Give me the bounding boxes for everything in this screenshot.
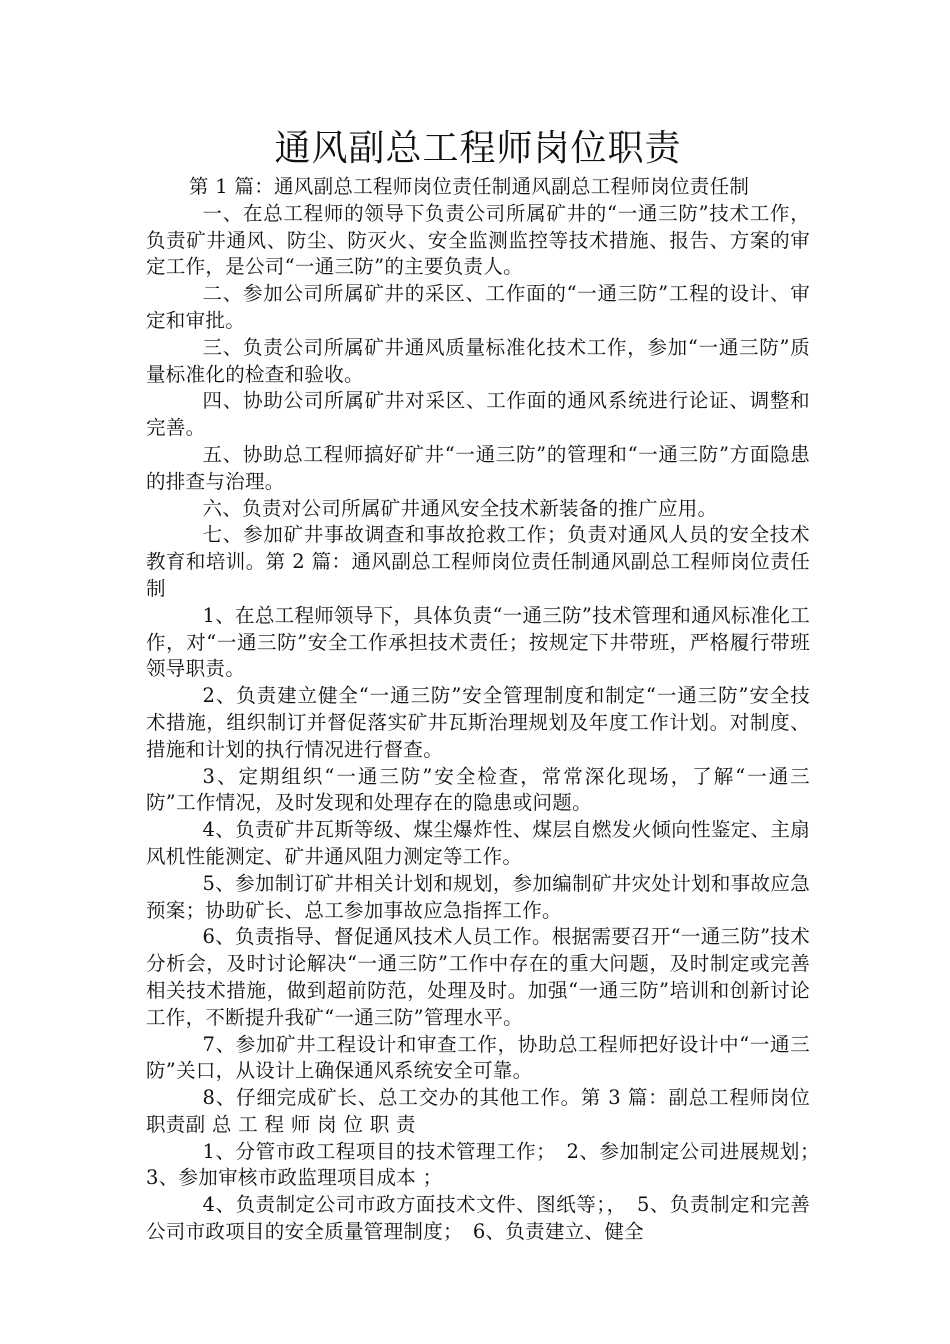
article-2-item-5: 5、参加制订矿井相关计划和规划，参加编制矿井灾处计划和事故应急预案；协助矿长、总工参加事故应急指挥工作。 <box>146 871 810 922</box>
article-3-items-4-6: 4、负责制定公司市政方面技术文件、图纸等；， 5、负责制定和完善公司市政项目的安全质量管理制度； 6、负责建立、健全 <box>146 1193 810 1244</box>
article-2-item-4: 4、负责矿井瓦斯等级、煤尘爆炸性、煤层自燃发火倾向性鉴定、主扇风机性能测定、矿井通风阻力测定等工作。 <box>146 818 810 868</box>
article-1-item-4: 四、协助公司所属矿井对采区、工作面的通风系统进行论证、调整和完善。 <box>146 389 810 440</box>
article-1-heading: 第 1 篇：通风副总工程师岗位责任制通风副总工程师岗位责任制 <box>188 175 750 198</box>
article-1-item-5: 五、协助总工程师搞好矿井“一通三防”的管理和“一通三防”方面隐患的排查与治理。 <box>146 442 810 493</box>
article-1-item-3: 三、负责公司所属矿井通风质量标准化技术工作，参加“一通三防”质量标准化的检查和验收。 <box>146 335 810 386</box>
article-1-item-1: 一、在总工程师的领导下负责公司所属矿井的“一通三防”技术工作，负责矿井通风、防尘、防灭火、安全监测监控等技术措施、报告、方案的审定工作，是公司“一通三防”的主要负责人。 <box>146 201 810 279</box>
document-title: 通风副总工程师岗位职责 <box>274 128 682 169</box>
article-1-item-2: 二、参加公司所属矿井的采区、工作面的“一通三防”工程的设计、审定和审批。 <box>146 282 810 332</box>
article-2-item-3: 3、定期组织“一通三防”安全检查，常常深化现场，了解“一通三防”工作情况，及时发现和处理存在的隐患或问题。 <box>146 764 810 815</box>
article-1-item-6: 六、负责对公司所属矿井通风安全技术新装备的推广应用。 <box>202 496 718 520</box>
article-2-item-6: 6、负责指导、督促通风技术人员工作。根据需要召开“一通三防”技术分析会，及时讨论解决“一通三防”工作中存在的重大问题，及时制定或完善相关技术措施，做到超前防范，处理及时。加强“一通三防”培训和创新讨论工作，不断提升我矿“一通三防”管理水平。 <box>146 925 810 1029</box>
article-2-item-1: 1、在总工程师领导下，具体负责“一通三防”技术管理和通风标准化工作，对“一通三防”安全工作承担技术责任；按规定下井带班，严格履行带班领导职责。 <box>146 603 810 681</box>
article-1-item-7: 七、参加矿井事故调查和事故抢救工作；负责对通风人员的安全技术教育和培训。第 2 篇：通风副总工程师岗位责任制通风副总工程师岗位责任制 <box>146 523 810 600</box>
article-2-item-7: 7、参加矿井工程设计和审查工作，协助总工程师把好设计中“一通三防”关口，从设计上确保通风系统安全可靠。 <box>146 1032 810 1083</box>
article-2-item-2: 2、负责建立健全“一通三防”安全管理制度和制定“一通三防”安全技术措施，组织制订并督促落实矿井瓦斯治理规划及年度工作计划。对制度、措施和计划的执行情况进行督查。 <box>146 684 810 761</box>
article-2-item-8: 8、仔细完成矿长、总工交办的其他工作。第 3 篇：副总工程师岗位职责副 总 工 程 师 岗 位 职 责 <box>146 1086 810 1136</box>
article-3-items-1-3: 1、分管市政工程项目的技术管理工作； 2、参加制定公司进展规划； 3、参加审核市政监理项目成本 ； <box>146 1139 830 1190</box>
